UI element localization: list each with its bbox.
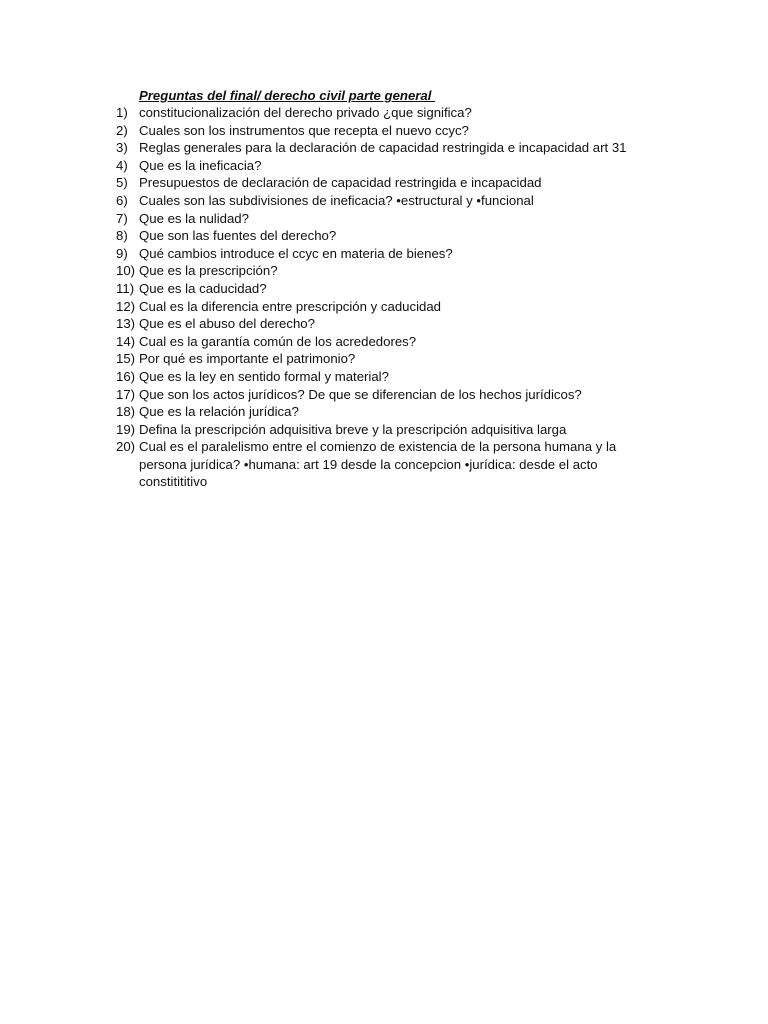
question-item [116,421,676,439]
question-item [116,157,676,175]
question-number: 4) [116,157,128,173]
question-text [139,298,676,316]
question-item [116,280,676,298]
question-number: 9) [116,245,128,261]
question-item [116,350,676,368]
question-list [116,104,676,491]
question-text [139,280,676,298]
question-item [116,403,676,421]
question-number: 11) [116,280,135,296]
question-text-line: Por qué es importante el patrimonio? [139,351,356,367]
question-number: 20) [116,439,136,455]
question-item [116,368,676,386]
question-text-line: persona jurídica? •humana: art 19 desde la concepcion •jurídica: desde el acto [139,456,598,472]
question-text-line: Que es la nulidad? [139,210,249,226]
question-number: 6) [116,192,128,208]
question-number: 18) [116,404,136,420]
question-text-line: Que es la ley en sentido formal y material? [139,368,389,384]
question-text-line: Cual es la garantía común de los acrededores? [139,333,417,349]
question-text [139,104,676,122]
question-text-line: Que es la ineficacia? [139,157,262,173]
question-item [116,298,676,316]
question-number: 19) [116,421,136,437]
question-text-line: constitititivo [139,474,208,490]
question-text [139,245,676,263]
question-item [116,139,676,157]
question-number: 3) [116,140,128,156]
question-item [116,245,676,263]
question-text-line: Que es la relación jurídica? [139,404,299,420]
question-text-line: Que es el abuso del derecho? [139,316,315,332]
question-item [116,315,676,333]
question-text-line: Cuales son las subdivisiones de ineficacia? •estructural y •funcional [139,192,534,208]
question-number: 8) [116,228,128,244]
question-number: 15) [116,351,136,367]
question-text-line: Que son los actos jurídicos? De que se diferencian de los hechos jurídicos? [139,386,582,402]
question-number: 7) [116,210,128,226]
question-item [116,122,676,140]
question-text [139,227,676,245]
question-text [139,368,676,386]
question-text [139,157,676,175]
question-text [139,438,676,491]
question-text [139,122,676,140]
question-text [139,174,676,192]
question-text-line: Que es la caducidad? [139,280,267,296]
question-item [116,174,676,192]
question-item [116,192,676,210]
question-text [139,139,676,157]
question-text-line: Defina la prescripción adquisitiva breve y la prescripción adquisitiva larga [139,421,567,437]
question-number: 1) [116,105,128,120]
question-text-line: constitucionalización del derecho privado ¿que significa? [139,105,472,120]
document-title: Preguntas del final/ derecho civil parte general [139,88,436,103]
question-item [116,333,676,351]
question-item [116,104,676,122]
question-item [116,262,676,280]
question-number: 12) [116,298,136,314]
question-text-line: Cuales son los instrumentos que recepta el nuevo ccyc? [139,122,469,138]
question-text [139,315,676,333]
question-text-line: Que es la prescripción? [139,263,278,279]
question-number: 10) [116,263,136,279]
question-text [139,403,676,421]
question-text-line: Cual es la diferencia entre prescripción y caducidad [139,298,442,314]
question-number: 16) [116,368,136,384]
question-text-line: Presupuestos de declaración de capacidad restringida e incapacidad [139,175,542,191]
question-number: 17) [116,386,136,402]
question-number: 14) [116,333,136,349]
question-text-line: Qué cambios introduce el ccyc en materia de bienes? [139,245,453,261]
question-text-line: Cual es el paralelismo entre el comienzo de existencia de la persona humana y la [139,439,617,455]
question-item [116,227,676,245]
question-item [116,386,676,404]
question-text [139,192,676,210]
question-number: 5) [116,175,128,191]
question-number: 13) [116,316,136,332]
question-text-line: Que son las fuentes del derecho? [139,228,337,244]
question-item [116,438,676,491]
question-text [139,386,676,404]
question-item [116,210,676,228]
question-text [139,421,676,439]
question-text [139,350,676,368]
question-number: 2) [116,122,128,138]
question-text [139,333,676,351]
question-text [139,210,676,228]
question-text-line: Reglas generales para la declaración de capacidad restringida e incapacidad art 31 [139,140,627,156]
question-text [139,262,676,280]
